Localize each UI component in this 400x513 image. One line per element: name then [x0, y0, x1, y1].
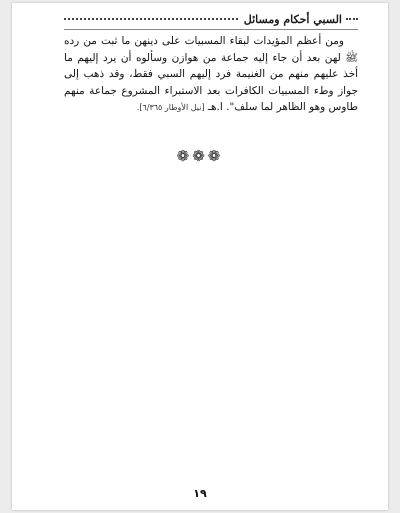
- running-header: [64, 11, 358, 27]
- header-rule: [64, 29, 358, 30]
- section-divider-ornament: ❁❁❁: [176, 147, 224, 165]
- header-dots-left: [64, 18, 238, 20]
- body-text: [64, 33, 358, 117]
- paragraph-text: ومن أعظم المؤيدات لبقاء المسبيات على دينهن ما ثبت من رده ﷺ لهن بعد أن جاء إليه جماعة من هوازن وسألوه أن يرد إليهم ما أخذ عليهم منهم من الغنيمة فرد إليهم السبي فقط، وقد ذهب إلى جواز وطء المسبيات الكافرات بعد الاستبراء المشروع جماعة منهم طاوس وهو الظاهر لما سلف". ا.هـ: [64, 35, 358, 114]
- page-number: ١٩: [193, 487, 207, 500]
- document-page: [12, 3, 388, 510]
- header-title: السبي أحكام ومسائل: [243, 12, 342, 26]
- header-dots-right: [346, 18, 358, 20]
- paragraph: [64, 33, 358, 117]
- citation-reference: [نيل الأوطار ٦/٣٦٥].: [136, 103, 205, 113]
